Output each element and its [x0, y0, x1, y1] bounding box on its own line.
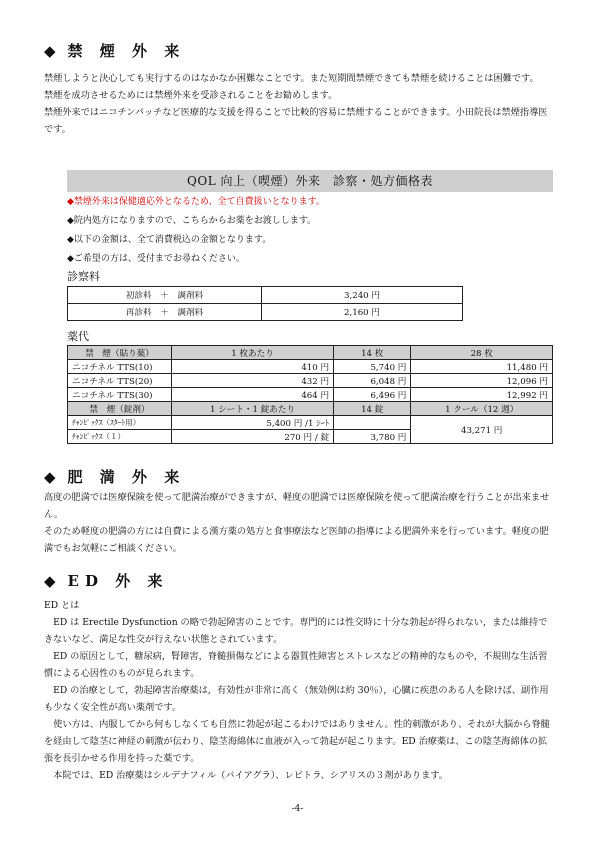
fee-name: 初診料 ＋ 調剤料 — [68, 287, 262, 304]
table-row — [68, 304, 463, 321]
paragraph: 禁煙を成功させるためには禁煙外来を受診されることをお勧めします。 — [44, 90, 338, 101]
notice-list — [67, 193, 547, 269]
paragraph: 高度の肥満では医療保険を使って肥満治療ができますが、軽度の肥満では医療保険を使って肥満治療を行うことが出来ません。 — [44, 492, 550, 520]
column-header: 14 枚 — [334, 346, 411, 360]
fee-price: 2,160 円 — [262, 304, 463, 321]
notice-item: ◆ご希望の方は、受付までお尋ねください。 — [67, 254, 245, 264]
column-header: 1 枚あたり — [172, 346, 334, 360]
table-cell: 410 円 — [172, 360, 334, 374]
notice-item: ◆禁煙外来は保健適応外となるため、全て自費扱いとなります。 — [67, 197, 325, 207]
table-cell: ニコチネル TTS(10) — [68, 360, 172, 374]
table-cell: 5,740 円 — [334, 360, 411, 374]
paragraph: 使い方は、内服してから何もしなくても自然に勃起が起こるわけではありません。性的刺激があり、それが大脳から脊髄を経由して陰茎に神経の刺激が伝わり、陰茎海綿体に血液が入って勃起が起こります。ED 治療薬は、この陰茎海綿体の拡張を長引かせる作用を持った薬です。 — [44, 719, 550, 764]
consultation-fee-table — [67, 286, 463, 321]
fee-name: 再診料 ＋ 調剤料 — [68, 304, 262, 321]
medicine-cost-label: 薬代 — [67, 330, 89, 343]
table-cell: ﾁｬﾝﾋﾟｯｸｽ（１） — [68, 430, 172, 444]
diamond-icon: ◆ — [44, 572, 56, 590]
notice-item: ◆以下の金額は、全て消費税込の金額となります。 — [67, 235, 272, 245]
paragraph: ED の原因として，糖尿病，腎障害，脊髄損傷などによる器質性障害とストレスなどの精神的なものや，不規則な生活習慣による心因性のものが見られます。 — [44, 651, 548, 679]
table-cell: ニコチネル TTS(20) — [68, 374, 172, 388]
column-header: 28 枚 — [411, 346, 553, 360]
column-header: 1 クール（12 週） — [411, 402, 553, 416]
ed-text — [44, 597, 554, 784]
table-row — [68, 287, 463, 304]
table-cell: 6,496 円 — [334, 388, 411, 402]
table-cell: 11,480 円 — [411, 360, 553, 374]
table-header-row — [68, 346, 553, 360]
quit-smoking-intro — [44, 70, 554, 138]
paragraph: ED の治療として，勃起障害治療薬は，有効性が非常に高く（無効例は約 30％），心臓に疾患のある人を除けば、副作用も少なく安全性が高い薬剤です。 — [44, 685, 549, 713]
page-number: -4- — [291, 804, 304, 814]
column-header: 14 錠 — [334, 402, 411, 416]
paragraph: 禁煙外来ではニコチンパッチなど医療的な支援を得ることで比較的容易に禁煙することができます。小田院長は禁煙指導医です。 — [44, 107, 548, 135]
section-heading-quit-smoking: ◆ 禁 煙 外 来 — [44, 42, 186, 60]
medicine-cost-table — [67, 345, 553, 444]
diamond-icon: ◆ — [44, 42, 56, 60]
table-cell: 6,048 円 — [334, 374, 411, 388]
table-cell: 464 円 — [172, 388, 334, 402]
table-cell: 5,400 円 /1 ｼｰﾄ — [172, 416, 334, 430]
section-heading-ed: ◆ ED 外 来 — [44, 572, 169, 590]
diamond-icon: ◆ — [44, 468, 56, 486]
notice-item: ◆院内処方になりますので、こちらからお薬をお渡しします。 — [67, 216, 317, 226]
table-cell — [334, 416, 411, 430]
obesity-text — [44, 489, 554, 557]
fee-price: 3,240 円 — [262, 287, 463, 304]
table-cell: 3,780 円 — [334, 430, 411, 444]
paragraph: 禁煙しようと決心しても実行するのはなかなか困難なことです。また短期間禁煙できても禁煙を続けることは困難です。 — [44, 73, 539, 84]
paragraph: ED とは — [44, 600, 80, 611]
table-cell: ﾁｬﾝﾋﾟｯｸｽ（ｽﾀｰﾄ用） — [68, 416, 172, 430]
table-cell: 432 円 — [172, 374, 334, 388]
table-cell: ニコチネル TTS(30) — [68, 388, 172, 402]
table-row — [68, 388, 553, 402]
paragraph: そのため軽度の肥満の方には自費による漢方薬の処方と食事療法など医師の指導による肥満外来を行っています。軽度の肥満でもお気軽にご相談ください。 — [44, 526, 549, 554]
paragraph: 本院では、ED 治療薬はシルデナフィル（バイアグラ）、レビトラ、シアリスの３剤があります。 — [44, 770, 448, 781]
column-header: 禁 煙（貼り薬） — [68, 346, 172, 360]
table-row — [68, 360, 553, 374]
column-header: 1 シート・1 錠あたり — [172, 402, 334, 416]
column-header: 禁 煙（錠剤） — [68, 402, 172, 416]
course-price-cell: 43,271 円 — [411, 416, 553, 444]
table-cell: 12,992 円 — [411, 388, 553, 402]
table-row — [68, 374, 553, 388]
section-heading-obesity: ◆ 肥 満 外 来 — [44, 468, 186, 486]
consultation-fee-label: 診察料 — [67, 270, 100, 283]
table-header-row — [68, 402, 553, 416]
paragraph: ED は Erectile Dysfunction の略で勃起障害のことです。専門的には性交時に十分な勃起が得られない，または維持できないなど、満足な性交が行えない状態とされています。 — [44, 617, 548, 645]
table-row — [68, 416, 553, 430]
table-cell: 270 円 / 錠 — [172, 430, 334, 444]
table-cell: 12,096 円 — [411, 374, 553, 388]
price-table-banner: QOL 向上（喫煙）外来 診察・処方価格表 — [67, 170, 553, 192]
